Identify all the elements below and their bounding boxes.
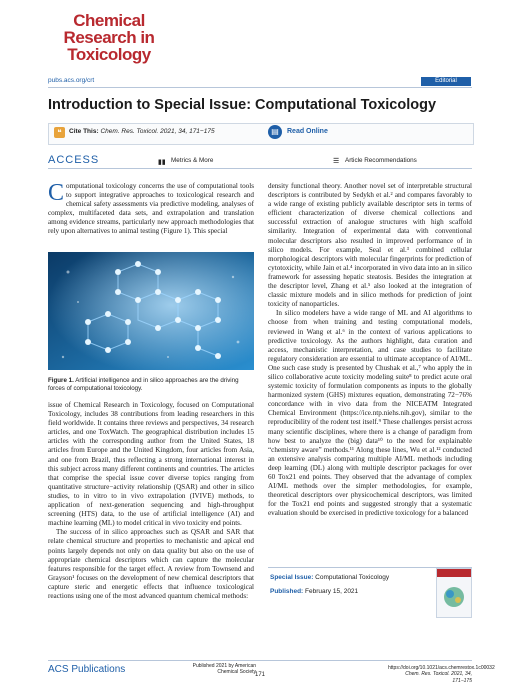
paragraph-1: issue of Chemical Research in Toxicology, focused on Computational Toxicology, includes 38 contributions from leading researchers in this field worldwide. It contains three reviews and perspectives, 34 research articles, and one ToxWatch. The geographical distribution includes 15 articles with the corresponding author from the United States, 18 articles from Europe and the United Kingdom, four articles from Asia, and one from Brazil, thus reflecting a strong international interest in this subject across many different continents and countries. The articles that comprise the special issue cover diverse topics ranging from quantitative structure−activity relationship (QSAR) and other in silico studies, to in vitro to in vivo extrapolation (IVIVE) methods, to application of next-generation sequencing and high-throughput screening (HTS) data, to the use of artificial intelligence (AI) and machine learning (ML) to model critical in vivo toxicity end points. — [48, 401, 254, 528]
footer-divider — [48, 660, 472, 661]
published-line — [270, 588, 358, 595]
logo-line-3: Toxicology — [67, 45, 151, 64]
cite-this[interactable] — [69, 128, 215, 135]
read-online-link[interactable]: Read Online — [287, 128, 328, 135]
access-label: ACCESS — [48, 154, 100, 166]
intro-text: omputational toxicology concerns the use of computational tools to support integrative approaches to toxicological research and chemical safety assessments via predictive modeling, analyses of complex, multifaceted data sets, and extrapolation and translation among evidence streams, particularly new approach methodologies that rely upon alternatives to animal testing (Figure 1). This special — [48, 182, 254, 236]
document-icon[interactable]: ▤ — [268, 125, 282, 139]
paragraph-4: In silico modelers have a wide range of ML and AI algorithms to choose from when training and testing computational models, reviewed in Wang et al.⁶ in the context of various applications to predictive toxicology. As the authors highlight, data curation and access, mechanistic interpretation, and case studies to facilitate regulatory consideration are essential to ultimate acceptance of AI/ML. One such case study is presented by Chushak et al.,⁷ who apply the in silico collaborative acute toxicity modeling suite⁸ to predict acute oral systemic toxicity of formulation components as inputs to the globally harmonized system (GHS) mixtures equation, demonstrating 72−76% concordance with in vivo data from the NICEATM Integrated Chemical Environment (https://ice.ntp.niehs.nih.gov), similar to the reproducibility of the rodent test itself.⁹ These challenges persist across many scientific disciplines, where there is a change of paradigm from how best to analyze the (big) data¹⁰ to the need for explainable “chemistry aware” methods.¹¹ Along these lines, Wu et al.¹² conducted an extensive analysis comparing multiple AI/ML methods including deep learning (DL) along with multiple descriptor packages for over 60 Tox21 end points. They observed that the advantage of complex AI/ML methods over the simpler methodologies, for example, theoretical descriptors over physicochemical descriptors, was limited for the Tox21 end points and suggested strongly that a systematic evaluation should be exercised in predictive toxicology for a balanced — [268, 309, 472, 518]
caption-label: Figure 1. — [48, 377, 74, 384]
header-divider — [48, 87, 472, 88]
column-2-body — [268, 182, 472, 518]
footer-citation: Chem. Res. Toxicol. 2021, 34, 171−175 — [405, 671, 472, 684]
special-issue-value: Computational Toxicology — [315, 574, 390, 581]
column-1-body — [48, 401, 254, 601]
access-divider — [48, 168, 472, 169]
issue-cover-thumbnail[interactable] — [436, 568, 472, 618]
cite-reference: Chem. Res. Toxicol. 2021, 34, 171−175 — [100, 128, 215, 135]
published-date: February 15, 2021 — [305, 588, 359, 595]
published-by: Published 2021 by American Chemical Society — [192, 663, 256, 675]
journal-url[interactable]: pubs.acs.org/crt — [48, 77, 95, 84]
doi-link[interactable]: https://doi.org/10.1021/acs.chemrestox.1c00032 — [388, 665, 495, 671]
paragraph-3: density functional theory. Another novel set of interpretable structural descriptors is contributed by Sedykh et al.² and compares favorably to a wide range of existing publicly available descriptor sets in terms of efficient characterization of diverse chemical collections and successful extraction of analogue structures with high scaffold similarity. Integration of experimental data with conventional molecular descriptors also resulted in improved performance of in silico models. For example, Seal et al.³ combined cellular morphological descriptors with molecular fingerprints for prediction of cytotoxicity, while Jain et al.⁴ incorporated in vivo data into an in silico framework for assessing hepatic steatosis. Besides the integration at the descriptor level, Zhang et al.⁵ also looked at the integration of classic mixture models and in silico methods for prediction of joint toxicity of nanoparticles. — [268, 182, 472, 309]
journal-logo[interactable] — [54, 12, 164, 63]
list-icon[interactable]: ☰ — [333, 157, 340, 165]
caption-text: Artificial intelligence and in silico approaches are the driving forces of computational toxicology. — [48, 377, 239, 392]
intro-paragraph — [48, 182, 254, 237]
bar-chart-icon[interactable]: ▮▮ — [158, 158, 166, 166]
special-issue-label: Special Issue: — [270, 574, 314, 581]
logo-line-2: Research in — [63, 28, 155, 47]
cite-label: Cite This: — [69, 128, 99, 135]
doi-block — [388, 665, 495, 684]
published-label: Published: — [270, 588, 304, 595]
recommendations-link[interactable]: Article Recommendations — [345, 157, 417, 164]
quote-icon: ❝ — [54, 127, 65, 138]
figure-1-image — [48, 252, 254, 370]
editorial-badge: Editorial — [421, 77, 471, 86]
paragraph-2: The success of in silico approaches such as QSAR and SAR that relate chemical structure and properties to mechanistic and apical end points largely depends not only on data quality but also on the use of appropriate chemical descriptors which can capture the molecular features responsible for the target effect. A review from Townsend and Grayson¹ focuses on the development of new chemical descriptors that capture steric and energetic effects that influence toxicological reactions using one of the most advanced quantum chemical methods: — [48, 528, 254, 600]
logo-line-1: Chemical — [73, 11, 145, 30]
acs-publications-logo[interactable]: ACS Publications — [48, 664, 126, 675]
drop-cap: C — [48, 180, 65, 206]
figure-1-caption — [48, 377, 254, 393]
article-title: Introduction to Special Issue: Computational Toxicology — [48, 97, 437, 113]
metrics-link[interactable]: Metrics & More — [171, 157, 214, 164]
special-issue-line — [270, 574, 389, 581]
page-number: 171 — [255, 672, 266, 678]
